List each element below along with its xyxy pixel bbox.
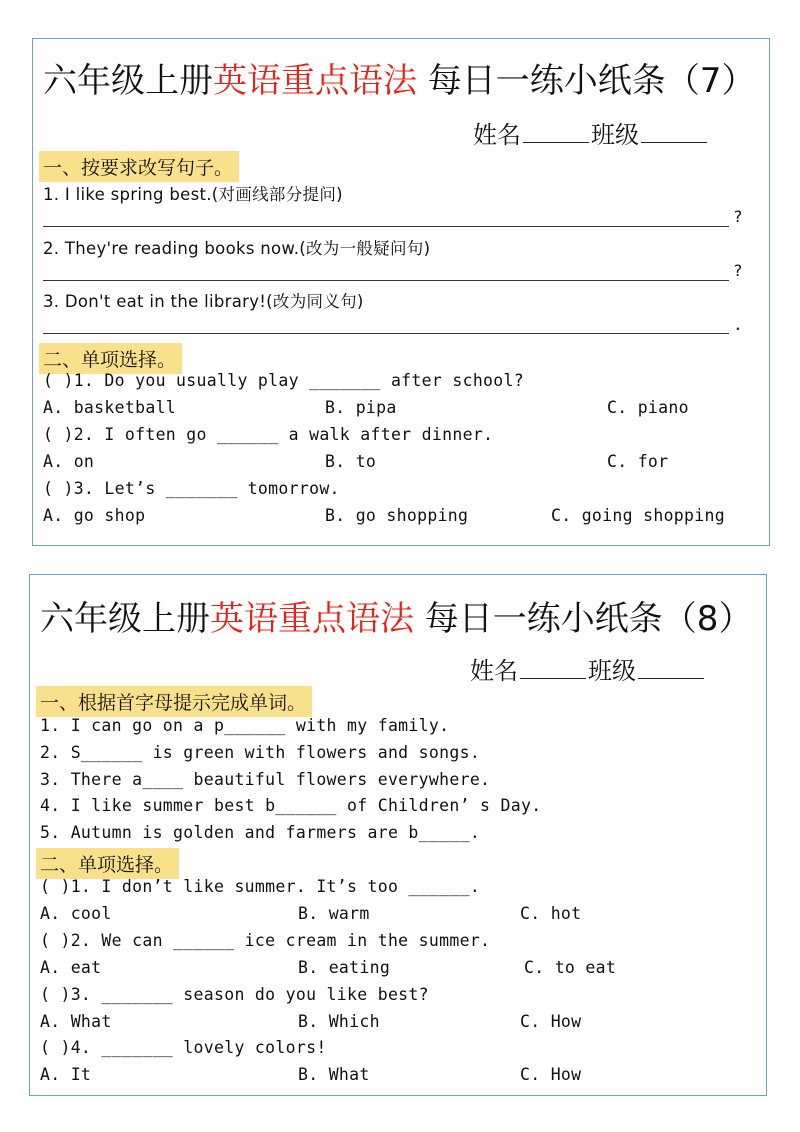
mc-option-a[interactable]: A. It bbox=[40, 1065, 92, 1084]
mc-option-c[interactable]: C. piano bbox=[607, 398, 689, 417]
card-title bbox=[43, 53, 755, 102]
fill-question: 4. I like summer best b______ of Children’ s Day. bbox=[40, 796, 542, 815]
fill-question: 5. Autumn is golden and farmers are b_____. bbox=[40, 823, 481, 842]
mc-question-stem: ( )2. We can ______ ice cream in the summer. bbox=[40, 931, 491, 950]
mc-question-stem: ( )1. I don’t like summer. It’s too ______. bbox=[40, 877, 481, 896]
mc-option-b[interactable]: B. go shopping bbox=[325, 506, 469, 525]
answer-end-mark-2: ? bbox=[733, 261, 743, 280]
mc-option-b[interactable]: B. eating bbox=[298, 958, 391, 977]
rewrite-question-2: 2. They're reading books now.(改为一般疑问句) bbox=[43, 239, 431, 258]
mc-option-b[interactable]: B. Which bbox=[298, 1012, 380, 1031]
fill-question: 2. S______ is green with flowers and songs. bbox=[40, 743, 481, 762]
mc-option-a[interactable]: A. eat bbox=[40, 958, 102, 977]
fill-question: 3. There a____ beautiful flowers everywhere. bbox=[40, 770, 491, 789]
name-class-row bbox=[473, 115, 709, 150]
mc-option-b[interactable]: B. What bbox=[298, 1065, 370, 1084]
card-title bbox=[40, 591, 752, 640]
mc-option-b[interactable]: B. to bbox=[325, 452, 377, 471]
mc-option-c[interactable]: C. to eat bbox=[524, 958, 617, 977]
mc-option-c[interactable]: C. for bbox=[607, 452, 669, 471]
name-class-row bbox=[470, 651, 706, 686]
name-label: 姓名 bbox=[470, 657, 518, 685]
section-heading-fill: 一、根据首字母提示完成单词。 bbox=[36, 686, 312, 717]
class-blank[interactable] bbox=[641, 120, 707, 143]
mc-question-stem: ( )1. Do you usually play _______ after school? bbox=[43, 371, 524, 390]
section-heading-choice: 二、单项选择。 bbox=[39, 343, 182, 374]
answer-end-mark-1: ? bbox=[733, 207, 743, 226]
answer-end-mark-3: . bbox=[733, 315, 743, 334]
title-highlight: 英语重点语法 bbox=[213, 61, 417, 101]
mc-option-a[interactable]: A. on bbox=[43, 452, 95, 471]
mc-option-c[interactable]: C. hot bbox=[520, 904, 582, 923]
class-label: 班级 bbox=[591, 121, 639, 149]
mc-option-c[interactable]: C. How bbox=[520, 1065, 582, 1084]
title-part-2: 每日一练小纸条（8） bbox=[414, 599, 753, 639]
worksheet-card-8 bbox=[29, 574, 767, 1096]
class-blank[interactable] bbox=[638, 656, 704, 679]
section-heading-rewrite: 一、按要求改写句子。 bbox=[39, 151, 239, 182]
title-highlight: 英语重点语法 bbox=[210, 599, 414, 639]
class-label: 班级 bbox=[588, 657, 636, 685]
title-part-2: 每日一练小纸条（7） bbox=[417, 61, 756, 101]
answer-line-3[interactable] bbox=[43, 332, 729, 334]
section-heading-choice: 二、单项选择。 bbox=[36, 848, 179, 879]
answer-line-1[interactable] bbox=[43, 225, 729, 227]
rewrite-question-1: 1. I like spring best.(对画线部分提问) bbox=[43, 185, 343, 204]
name-blank[interactable] bbox=[520, 656, 586, 679]
mc-option-a[interactable]: A. go shop bbox=[43, 506, 146, 525]
rewrite-question-3: 3. Don't eat in the library!(改为同义句) bbox=[43, 292, 364, 311]
mc-option-b[interactable]: B. warm bbox=[298, 904, 370, 923]
mc-option-a[interactable]: A. cool bbox=[40, 904, 112, 923]
mc-option-b[interactable]: B. pipa bbox=[325, 398, 397, 417]
mc-option-a[interactable]: A. basketball bbox=[43, 398, 177, 417]
worksheet-card-7 bbox=[32, 38, 770, 546]
fill-question: 1. I can go on a p______ with my family. bbox=[40, 716, 450, 735]
mc-question-stem: ( )3. _______ season do you like best? bbox=[40, 985, 429, 1004]
mc-option-c[interactable]: C. How bbox=[520, 1012, 582, 1031]
mc-question-stem: ( )3. Let’s _______ tomorrow. bbox=[43, 479, 340, 498]
title-part-1: 六年级上册 bbox=[40, 599, 210, 639]
mc-question-stem: ( )4. _______ lovely colors! bbox=[40, 1038, 327, 1057]
mc-question-stem: ( )2. I often go ______ a walk after dinner. bbox=[43, 425, 494, 444]
name-blank[interactable] bbox=[523, 120, 589, 143]
mc-option-c[interactable]: C. going shopping bbox=[551, 506, 725, 525]
answer-line-2[interactable] bbox=[43, 279, 729, 281]
name-label: 姓名 bbox=[473, 121, 521, 149]
title-part-1: 六年级上册 bbox=[43, 61, 213, 101]
mc-option-a[interactable]: A. What bbox=[40, 1012, 112, 1031]
